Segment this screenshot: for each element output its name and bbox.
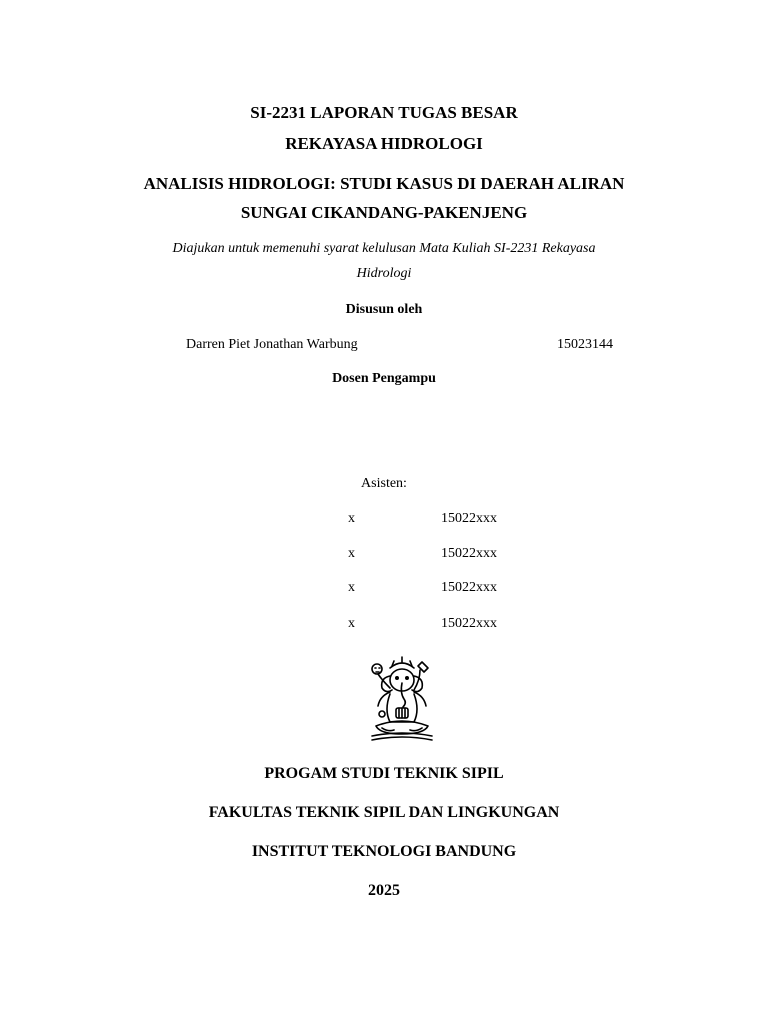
assistant-nim: 15022xxx — [441, 546, 497, 561]
assistant-name: x — [348, 580, 355, 595]
lecturer-heading: Dosen Pengampu — [332, 371, 436, 386]
program-name: PROGAM STUDI TEKNIK SIPIL — [264, 765, 504, 782]
year: 2025 — [368, 882, 400, 899]
course-code-heading: SI-2231 LAPORAN TUGAS BESAR — [250, 103, 518, 122]
author-nim: 15023144 — [557, 337, 613, 352]
author-heading: Disusun oleh — [345, 302, 423, 317]
subtitle-line1: Diajukan untuk memenuhi syarat kelulusan Mata Kuliah SI-2231 Rekayasa — [172, 241, 596, 256]
subtitle-line2: Hidrologi — [356, 266, 412, 281]
report-title-line2: SUNGAI CIKANDANG-PAKENJENG — [240, 203, 528, 222]
report-title-line1: ANALISIS HIDROLOGI: STUDI KASUS DI DAERAH ALIRAN — [143, 174, 625, 193]
itb-ganesha-logo-icon — [368, 656, 436, 742]
assistant-name: x — [348, 546, 355, 561]
course-name-heading: REKAYASA HIDROLOGI — [285, 134, 483, 153]
institute-name: INSTITUT TEKNOLOGI BANDUNG — [251, 843, 517, 860]
assistants-heading: Asisten: — [361, 476, 407, 491]
author-name: Darren Piet Jonathan Warbung — [186, 337, 358, 352]
assistant-nim: 15022xxx — [441, 511, 497, 526]
assistant-name: x — [348, 616, 355, 631]
faculty-name: FAKULTAS TEKNIK SIPIL DAN LINGKUNGAN — [208, 804, 560, 821]
assistant-name: x — [348, 511, 355, 526]
assistant-nim: 15022xxx — [441, 616, 497, 631]
assistant-nim: 15022xxx — [441, 580, 497, 595]
